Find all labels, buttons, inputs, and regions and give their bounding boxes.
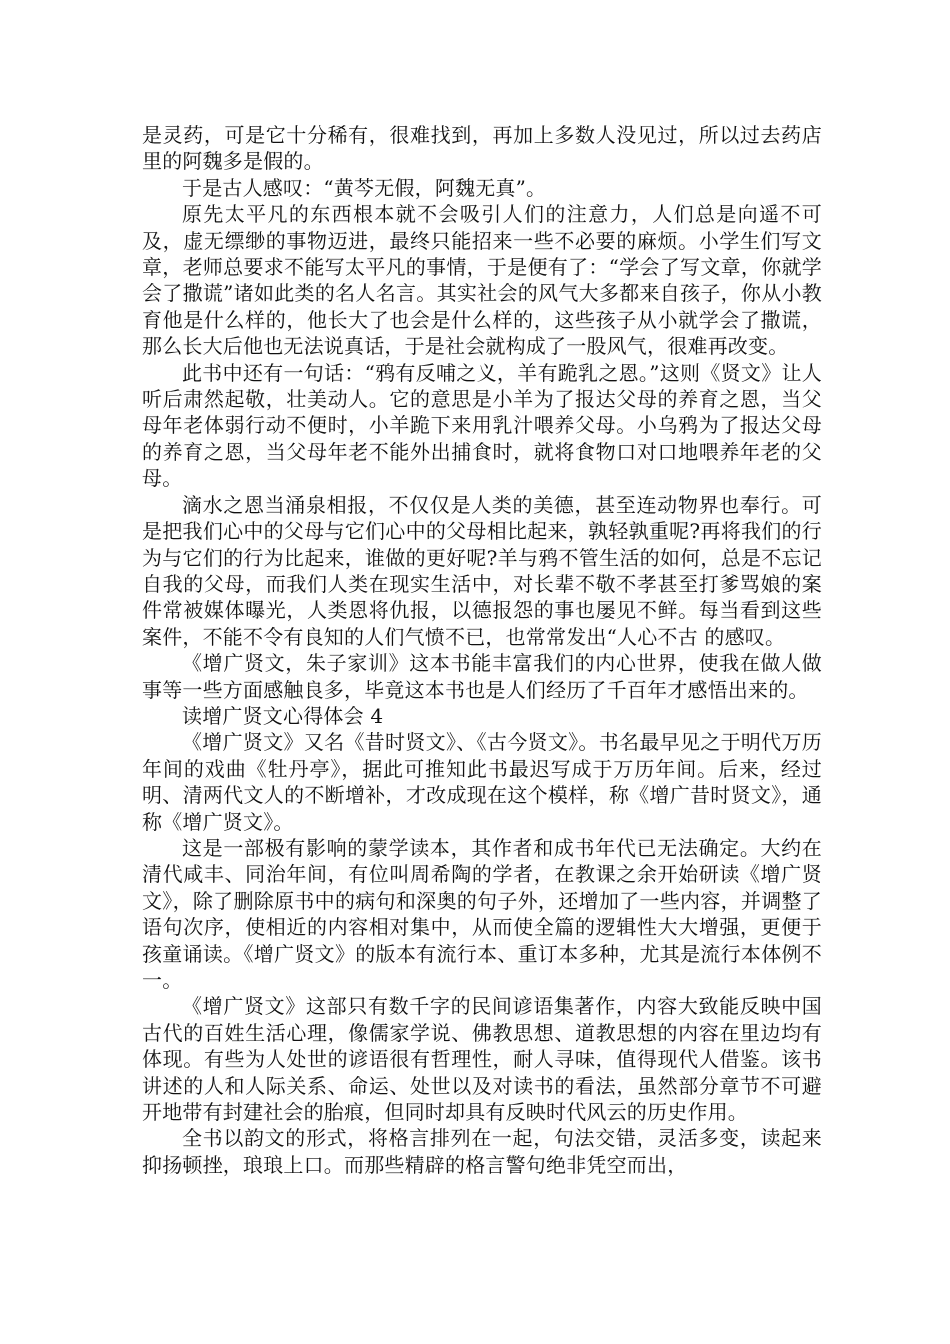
paragraph-9: 《增广贤文》这部只有数千字的民间谚语集著作，内容大致能反映中国古代的百姓生活心理，像儒家学说、佛教思想、道教思想的内容在里边均有体现。有些为人处世的谚语很有哲理性，耐人寻味，值得现代人借鉴。该书讲述的人和人际关系、命运、处世以及对读书的看法，虽然部分章节不可避开地带有封建社会的胎痕，但同时却具有反映时代风云的历史作用。 <box>142 994 822 1125</box>
paragraph-3: 原先太平凡的东西根本就不会吸引人们的注意力，人们总是向遥不可及，虚无缥缈的事物迈进，最终只能招来一些不必要的麻烦。小学生们写文章，老师总要求不能写太平凡的事情，于是便有了：“学会了写文章，你就学会了撒谎”诸如此类的名人名言。其实社会的风气大多都来自孩子，你从小教育他是什么样的，他长大了也会是什么样的，这些孩子从小就学会了撒谎，那么长大后他也无法说真话，于是社会就构成了一股风气，很难再改变。 <box>142 202 822 359</box>
paragraph-6: 《增广贤文，朱子家训》这本书能丰富我们的内心世界，使我在做人做事等一些方面感触良多，毕竟这本书也是人们经历了千百年才感悟出来的。 <box>142 651 822 702</box>
paragraph-7: 《增广贤文》又名《昔时贤文》、《古今贤文》。书名最早见之于明代万历年间的戏曲《牡丹亭》，据此可推知此书最迟写成于万历年间。后来，经过明、清两代文人的不断增补，才改成现在这个模样，称《增广昔时贤文》，通称《增广贤文》。 <box>142 730 822 834</box>
paragraph-2: 于是古人感叹：“黄芩无假，阿魏无真”。 <box>182 175 547 200</box>
paragraph-1: 是灵药，可是它十分稀有，很难找到，再加上多数人没见过，所以过去药店里的阿魏多是假的。 <box>142 123 822 174</box>
paragraph-8: 这是一部极有影响的蒙学读本，其作者和成书年代已无法确定。大约在清代咸丰、同治年间，有位叫周希陶的学者，在教课之余开始研读《增广贤文》，除了删除原书中的病句和深奥的句子外，还增加了一些内容，并调整了语句次序，使相近的内容相对集中，从而使全篇的逻辑性大大增强，更便于孩童诵读。《增广贤文》的版本有流行本、重订本多种，尤其是流行本体例不一。 <box>142 835 822 992</box>
paragraph-5: 滴水之恩当涌泉相报，不仅仅是人类的美德，甚至连动物界也奉行。可是把我们心中的父母与它们心中的父母相比起来，孰轻孰重呢?再将我们的行为与它们的行为比起来，谁做的更好呢?羊与鸦不管生活的如何，总是不忘记自我的父母，而我们人类在现实生活中，对长辈不敬不孝甚至打爹骂娘的案件常被媒体曝光，人类恩将仇报，以德报怨的事也屡见不鲜。每当看到这些案件，不能不令有良知的人们气愤不已，也常常发出“人心不古 的感叹。 <box>142 492 822 649</box>
document-body <box>142 122 822 1178</box>
section-heading: 读增广贤文心得体会 4 <box>182 703 384 728</box>
paragraph-4: 此书中还有一句话：“鸦有反哺之义，羊有跪乳之恩。”这则《贤文》让人听后肃然起敬，壮美动人。它的意思是小羊为了报达父母的养育之恩，当父母年老体弱行动不便时，小羊跪下来用乳汁喂养父母。小乌鸦为了报达父母的养育之恩，当父母年老不能外出捕食时，就将食物口对口地喂养年老的父母。 <box>142 360 822 491</box>
paragraph-10: 全书以韵文的形式，将格言排列在一起，句法交错，灵活多变，读起来抑扬顿挫，琅琅上口。而那些精辟的格言警句绝非凭空而出， <box>142 1126 822 1177</box>
